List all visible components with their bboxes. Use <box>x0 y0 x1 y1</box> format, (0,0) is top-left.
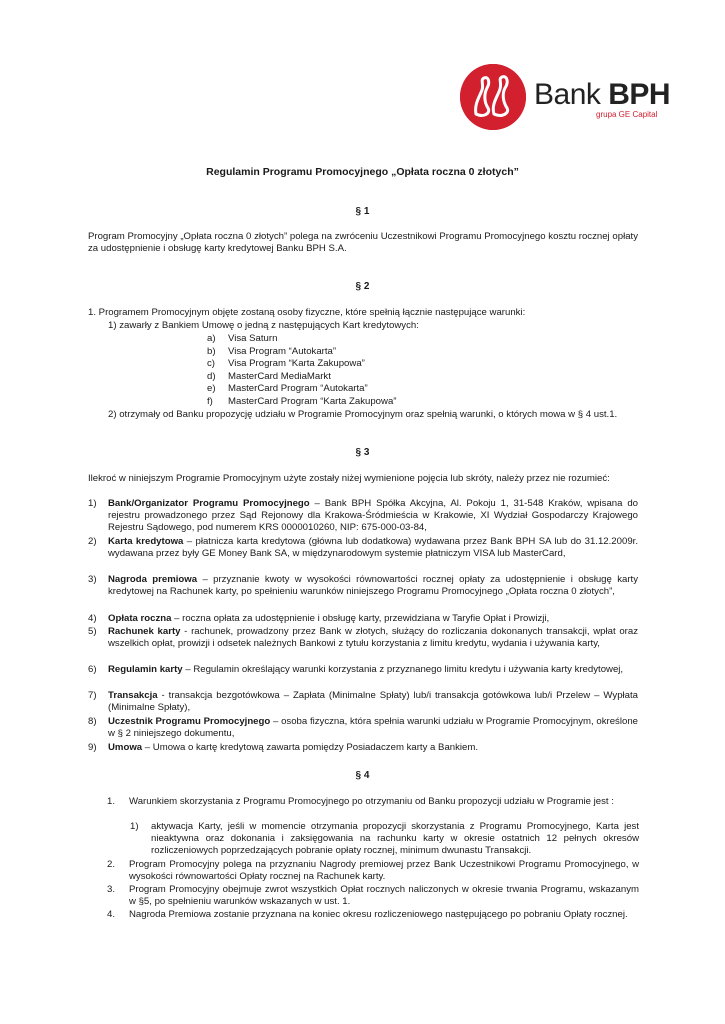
definition-text: – Umowa o kartę kredytową zawarta pomiędzy Posiadaczem karty a Bankiem. <box>142 742 479 753</box>
definition-term: Regulamin karty <box>108 664 183 675</box>
logo-emblem-icon <box>460 64 526 130</box>
clause-number: 4. <box>107 909 116 920</box>
card-name: MasterCard Program “Karta Zakupowa” <box>228 396 397 407</box>
clause-text: Nagroda Premiowa zostanie przyznana na koniec okresu rozliczeniowego następującego po pobraniu Opłaty rocznej. <box>129 909 628 920</box>
card-name: Visa Program “Autokarta” <box>228 346 337 357</box>
definition-number: 5) <box>88 626 97 637</box>
definition-item <box>108 613 638 625</box>
definition-number: 4) <box>88 613 97 624</box>
definition-item <box>108 536 638 560</box>
definitions-list <box>0 498 725 758</box>
definition-term: Transakcja <box>108 690 158 701</box>
card-letter: f) <box>207 396 213 407</box>
definition-number: 7) <box>88 690 97 701</box>
card-name: Visa Saturn <box>228 333 278 344</box>
definition-item <box>108 626 638 650</box>
card-letter: a) <box>207 333 216 344</box>
definition-item <box>108 574 638 598</box>
clause-text: Program Promocyjny obejmuje zwrot wszystkich Opłat rocznych naliczonych w okresie trwania Programu, wskazanym w §5, po spełnieniu warunków wskazanych w ust. 1. <box>129 884 639 907</box>
definition-term: Karta kredytowa <box>108 536 184 547</box>
definition-item <box>108 664 638 676</box>
definition-term: Opłata roczna <box>108 613 172 624</box>
document-title: Regulamin Programu Promocyjnego „Opłata roczna 0 złotych” <box>206 166 519 178</box>
card-letter: d) <box>207 371 216 382</box>
definition-text: - rachunek, prowadzony przez Bank w złotych, służący do rozliczania dokonanych transakcji, wpłat oraz wszelkich opłat, prowizji i odsetek należnych Bankowi z tytułu korzystania z limitu kredytu, wydania i używania karty, <box>108 626 638 649</box>
section-3-heading: § 3 <box>355 447 370 458</box>
section-2-condition-1: 1) zawarły z Bankiem Umowę o jedną z następujących Kart kredytowych: <box>108 320 419 331</box>
definition-text: - transakcja bezgotówkowa – Zapłata (Minimalne Spłaty) lub/i transakcja gotówkowa lub/i Przelew – Wypłata (Minimalne Spłaty), <box>108 690 638 713</box>
definition-text: – roczna opłata za udostępnienie i obsługę karty, przewidziana w Taryfie Opłat i Prowizji, <box>171 613 550 624</box>
logo-bank-text: Bank <box>534 78 601 111</box>
definition-item <box>108 690 638 714</box>
card-name: MasterCard MediaMarkt <box>228 371 331 382</box>
section-4-heading: § 4 <box>355 770 370 781</box>
subclause-number: 1) <box>130 821 139 832</box>
definition-number: 8) <box>88 716 97 727</box>
definition-text: – płatnicza karta kredytowa (główna lub dodatkowa) wydawana przez Bank BPH SA lub do 31.12.2009r. wydawana przez były GE Money Bank SA, w międzynarodowym systemie płatniczym VISA lub MasterCard, <box>108 536 638 559</box>
definition-item <box>108 716 638 740</box>
section-2-heading: § 2 <box>355 281 370 292</box>
card-letter: e) <box>207 383 216 394</box>
clause-number: 2. <box>107 859 116 870</box>
definition-item <box>108 742 638 754</box>
card-letter: b) <box>207 346 216 357</box>
logo-subtitle: grupa GE Capital <box>596 110 658 119</box>
clause-number: 1. <box>107 796 116 807</box>
definition-term: Bank/Organizator Programu Promocyjnego <box>108 498 310 509</box>
clause-text: Warunkiem skorzystania z Programu Promocyjnego po otrzymaniu od Banku propozycji udziału w Programie jest : <box>129 796 614 807</box>
definition-number: 1) <box>88 498 97 509</box>
definition-text: – Bank BPH Spółka Akcyjna, Al. Pokoju 1, 31-548 Kraków, wpisana do rejestru prowadzonego przez Sąd Rejonowy dla Krakowa-Śródmieścia w Krakowie, XI Wydział Gospodarczy Krajowego Rejestru Sądowego, pod numerem KRS 0000010260, NIP: 675-000-03-84, <box>108 498 638 533</box>
card-name: MasterCard Program “Autokarta” <box>228 383 368 394</box>
definition-number: 9) <box>88 742 97 753</box>
section-2-intro: 1. Programem Promocyjnym objęte zostaną osoby fizyczne, które spełnią łącznie następujące warunki: <box>88 307 526 318</box>
card-name: Visa Program “Karta Zakupowa” <box>228 358 365 369</box>
logo-bph-text: BPH <box>608 78 671 111</box>
card-list <box>0 333 725 409</box>
definition-number: 2) <box>88 536 97 547</box>
section-2-condition-2: 2) otrzymały od Banku propozycję udziału w Programie Promocyjnym oraz spełnią warunki, o których mowa w § 4 ust.1. <box>108 409 618 420</box>
definition-number: 3) <box>88 574 97 585</box>
definition-term: Uczestnik Programu Promocyjnego <box>108 716 271 727</box>
section-1-heading: § 1 <box>355 206 370 217</box>
clause-text: Program Promocyjny polega na przyznaniu Nagrody premiowej przez Bank Uczestnikowi Programu Promocyjnego, w wysokości równowartości Opłaty rocznej na Rachunek karty. <box>129 859 639 882</box>
clause-number: 3. <box>107 884 116 895</box>
section-1-text: Program Promocyjny „Opłata roczna 0 złotych” polega na zwróceniu Uczestnikowi Programu Promocyjnego kosztu rocznej opłaty za udostępnienie i obsługę karty kredytowej Banku BPH S.A. <box>88 231 638 254</box>
section-4-list <box>0 796 725 946</box>
subclause-text: aktywacja Karty, jeśli w momencie otrzymania propozycji skorzystania z Programu Promocyjnego, Karta jest nieaktywna oraz dokonania i zaksięgowania na rachunku karty w okresie ostatnich 12 pełnych okresów rozliczeniowych poprzedzających pobranie opłaty rocznej, minimum dwunastu Transakcji. <box>151 821 639 856</box>
card-letter: c) <box>207 358 215 369</box>
definition-text: – Regulamin określający warunki korzystania z przyznanego limitu kredytu i używania karty kredytowej, <box>182 664 624 675</box>
definition-number: 6) <box>88 664 97 675</box>
definition-item <box>108 498 638 534</box>
bank-bph-logo <box>460 64 670 136</box>
definition-term: Umowa <box>108 742 143 753</box>
definition-term: Rachunek karty <box>108 626 181 637</box>
definition-term: Nagroda premiowa <box>108 574 198 585</box>
definition-text: – osoba fizyczna, która spełnia warunki udziału w Programie Promocyjnym, określone w § 2 niniejszego dokumentu, <box>108 716 638 739</box>
section-3-intro: Ilekroć w niniejszym Programie Promocyjnym użyte zostały niżej wymienione pojęcia lub skróty, należy przez nie rozumieć: <box>88 473 610 484</box>
definition-text: – przyznanie kwoty w wysokości równowartości rocznej opłaty za udostępnienie i obsługę karty kredytowej na Rachunek karty, po spełnieniu warunków niniejszego Programu Promocyjnego „Opłata roczna 0 złotych”, <box>108 574 638 597</box>
logo-wordmark <box>534 78 670 112</box>
